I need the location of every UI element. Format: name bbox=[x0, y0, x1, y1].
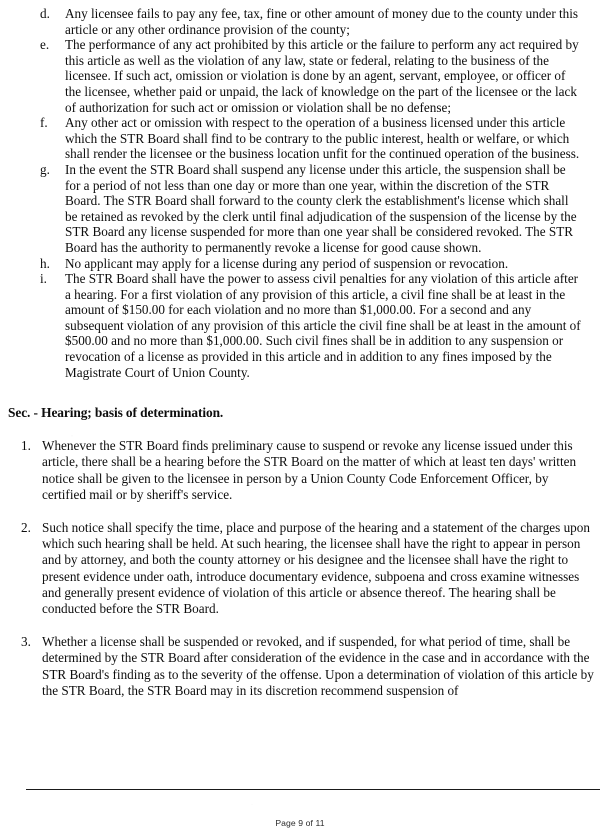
list-item bbox=[0, 271, 600, 380]
list-marker: e. bbox=[40, 37, 50, 53]
list-item-text: Any other act or omission with respect to the operation of a business licensed under this article which the STR Board shall find to be contrary to the public interest, health or welfare, or which shall render the licensee or the business location unfit for the continued operation of the business. bbox=[65, 115, 580, 162]
list-item bbox=[0, 438, 600, 503]
list-item bbox=[0, 520, 600, 617]
list-marker: d. bbox=[40, 6, 50, 21]
list-marker: g. bbox=[40, 161, 50, 177]
list-marker: f. bbox=[40, 115, 48, 131]
section-heading: Sec. - Hearing; basis of determination. bbox=[8, 405, 224, 421]
list-item-text: The performance of any act prohibited by this article or the failure to perform any act required by this article as well as the violation of any law, state or federal, relating to the business of the licensee. If such act, omission or violation is done by an agent, servant, employee, or officer of the licensee, whether paid or unpaid, the lack of knowledge on the part of the licensee or the lack of authorization for such act or omission or violation shall be no defense; bbox=[65, 37, 579, 115]
list-item-text: In the event the STR Board shall suspend any license under this article, the suspension shall be for a period of not less than one day or more than one year, within the discretion of the STR Board. The STR Board shall forward to the county clerk the establishment's license which shall be retained as revoked by the clerk until final adjudication of the suspension of the license by the STR Board any license suspended for more than one year shall be considered revoked. The STR Board has the authority to permanently revoke a license for good cause shown. bbox=[65, 161, 577, 255]
list-item-text: The STR Board shall have the power to assess civil penalties for any violation of this article after a hearing. For a first violation of any provision of this article, a civil fine shall be at least in the amount of $150.00 for each violation and no more than $1,000.00. For a second and any subsequent violation of any provision of this article the civil fine shall be at least in the amount of $500.00 and no more than $1,000.00. Such civil fines shall be in addition to any suspension or revocation of a license as provided in this article and in addition to any fines imposed by the Magistrate Court of Union County. bbox=[65, 271, 581, 380]
list-item-text: Whenever the STR Board finds preliminary cause to suspend or revoke any license issued under this article, there shall be a hearing before the STR Board on the matter of which at least ten days' written notice shall be given to the licensee in person by a Union County Code Enforcement Officer, by certified mail or by sheriff's service. bbox=[42, 438, 577, 502]
list-marker: 1. bbox=[21, 438, 31, 454]
spacer bbox=[0, 421, 600, 438]
list-item bbox=[0, 6, 600, 37]
list-item bbox=[0, 37, 600, 115]
footer-divider bbox=[26, 789, 600, 790]
list-item-text: Such notice shall specify the time, place and purpose of the hearing and a statement of the charges upon which such hearing shall be held. At such hearing, the licensee shall have the right to appear in person and by attorney, and both the county attorney or his designee and the licensee shall have the right to present evidence under oath, introduce documentary evidence, subpoena and cross examine witnesses and generally present evidence of violation of this article or absence thereof. The hearing shall be conducted before the STR Board. bbox=[42, 520, 590, 617]
list-marker: 3. bbox=[21, 634, 31, 650]
list-item-text: Whether a license shall be suspended or revoked, and if suspended, for what period of time, shall be determined by the STR Board after consideration of the evidence in the case and in accordance with the STR Board's finding as to the severity of the offense. Upon a determination of violation of this article by the STR Board, the STR Board may in its discretion recommend suspension of bbox=[42, 634, 594, 698]
list-marker: h. bbox=[40, 255, 50, 271]
list-marker: i. bbox=[40, 271, 47, 287]
list-item-text: No applicant may apply for a license during any period of suspension or revocation. bbox=[65, 255, 509, 271]
list-marker: 2. bbox=[21, 520, 31, 536]
list-item-text: Any licensee fails to pay any fee, tax, fine or other amount of money due to the county under this article or any other ordinance provision of the county; bbox=[65, 6, 579, 37]
list-item bbox=[0, 115, 600, 162]
numbered-clause-list bbox=[0, 438, 600, 699]
lettered-clause-list bbox=[0, 6, 600, 380]
list-item bbox=[0, 162, 600, 256]
document-body bbox=[0, 6, 600, 699]
list-item bbox=[0, 634, 600, 699]
spacer bbox=[0, 380, 600, 405]
list-item bbox=[0, 256, 600, 272]
footer-page-number: Page 9 of 11 bbox=[275, 818, 325, 828]
